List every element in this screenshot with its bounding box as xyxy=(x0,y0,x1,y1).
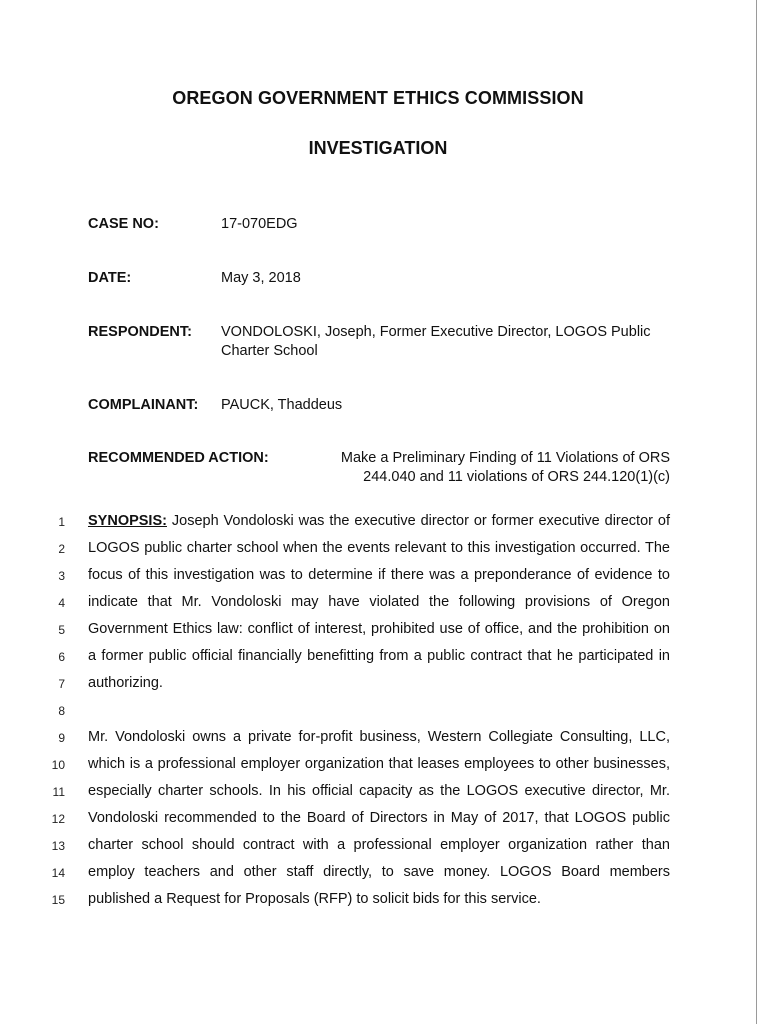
line-number: 14 xyxy=(51,866,65,880)
body-line: focus of this investigation was to determine if there was a preponderance of evidence to xyxy=(88,567,670,583)
complainant-label: COMPLAINANT: xyxy=(88,397,199,413)
case-no-value: 17-070EDG xyxy=(221,216,298,232)
recommended-action-label: RECOMMENDED ACTION: xyxy=(88,450,269,466)
line-number: 11 xyxy=(52,785,65,799)
line-number: 12 xyxy=(51,812,65,826)
body-line: indicate that Mr. Vondoloski may have violated the following provisions of Oregon xyxy=(88,594,670,610)
body-line: Government Ethics law: conflict of interest, prohibited use of office, and the prohibition on xyxy=(88,621,670,637)
line-number: 2 xyxy=(58,542,65,556)
recommended-action-line1: Make a Preliminary Finding of 11 Violations of ORS xyxy=(340,450,670,466)
line-number: 15 xyxy=(51,893,65,907)
respondent-value-line1: VONDOLOSKI, Joseph, Former Executive Director, LOGOS Public xyxy=(221,324,651,340)
line-number: 9 xyxy=(58,731,65,745)
line-number: 6 xyxy=(58,650,65,664)
body-line: charter school should contract with a professional employer organization rather than xyxy=(88,837,670,853)
date-value: May 3, 2018 xyxy=(221,270,301,286)
page-edge-divider xyxy=(756,0,757,1024)
body-line: Vondoloski recommended to the Board of Directors in May of 2017, that LOGOS public xyxy=(88,810,670,826)
respondent-value-line2: Charter School xyxy=(221,343,318,359)
body-line: LOGOS public charter school when the events relevant to this investigation occurred. The xyxy=(88,540,670,556)
body-line: published a Request for Proposals (RFP) to solicit bids for this service. xyxy=(88,891,541,907)
synopsis-heading: SYNOPSIS: xyxy=(88,513,167,529)
respondent-label: RESPONDENT: xyxy=(88,324,192,340)
line-number: 1 xyxy=(58,515,65,529)
body-line: a former public official financially benefitting from a public contract that he participated in xyxy=(88,648,670,664)
line-number: 4 xyxy=(58,596,65,610)
line-number: 13 xyxy=(51,839,65,853)
body-line-text: Joseph Vondoloski was the executive director or former executive director of xyxy=(166,513,670,529)
body-line xyxy=(88,513,670,529)
body-line: which is a professional employer organization that leases employees to other businesses, xyxy=(88,756,670,772)
document-subtitle: INVESTIGATION xyxy=(308,138,448,158)
recommended-action-line2: 244.040 and 11 violations of ORS 244.120(1)(c) xyxy=(363,469,670,485)
line-number: 7 xyxy=(58,677,65,691)
line-number: 10 xyxy=(51,758,65,772)
line-number: 3 xyxy=(58,569,65,583)
body-line: employ teachers and other staff directly, to save money. LOGOS Board members xyxy=(88,864,670,880)
body-line: authorizing. xyxy=(88,675,163,691)
document-title: OREGON GOVERNMENT ETHICS COMMISSION xyxy=(172,88,584,108)
date-label: DATE: xyxy=(88,270,132,286)
line-number: 8 xyxy=(58,704,65,718)
body-line: Mr. Vondoloski owns a private for-profit business, Western Collegiate Consulting, LLC, xyxy=(88,729,670,745)
complainant-value: PAUCK, Thaddeus xyxy=(221,397,343,413)
case-no-label: CASE NO: xyxy=(88,216,159,232)
body-line: especially charter schools. In his official capacity as the LOGOS executive director, Mr. xyxy=(88,783,670,799)
line-number: 5 xyxy=(58,623,65,637)
